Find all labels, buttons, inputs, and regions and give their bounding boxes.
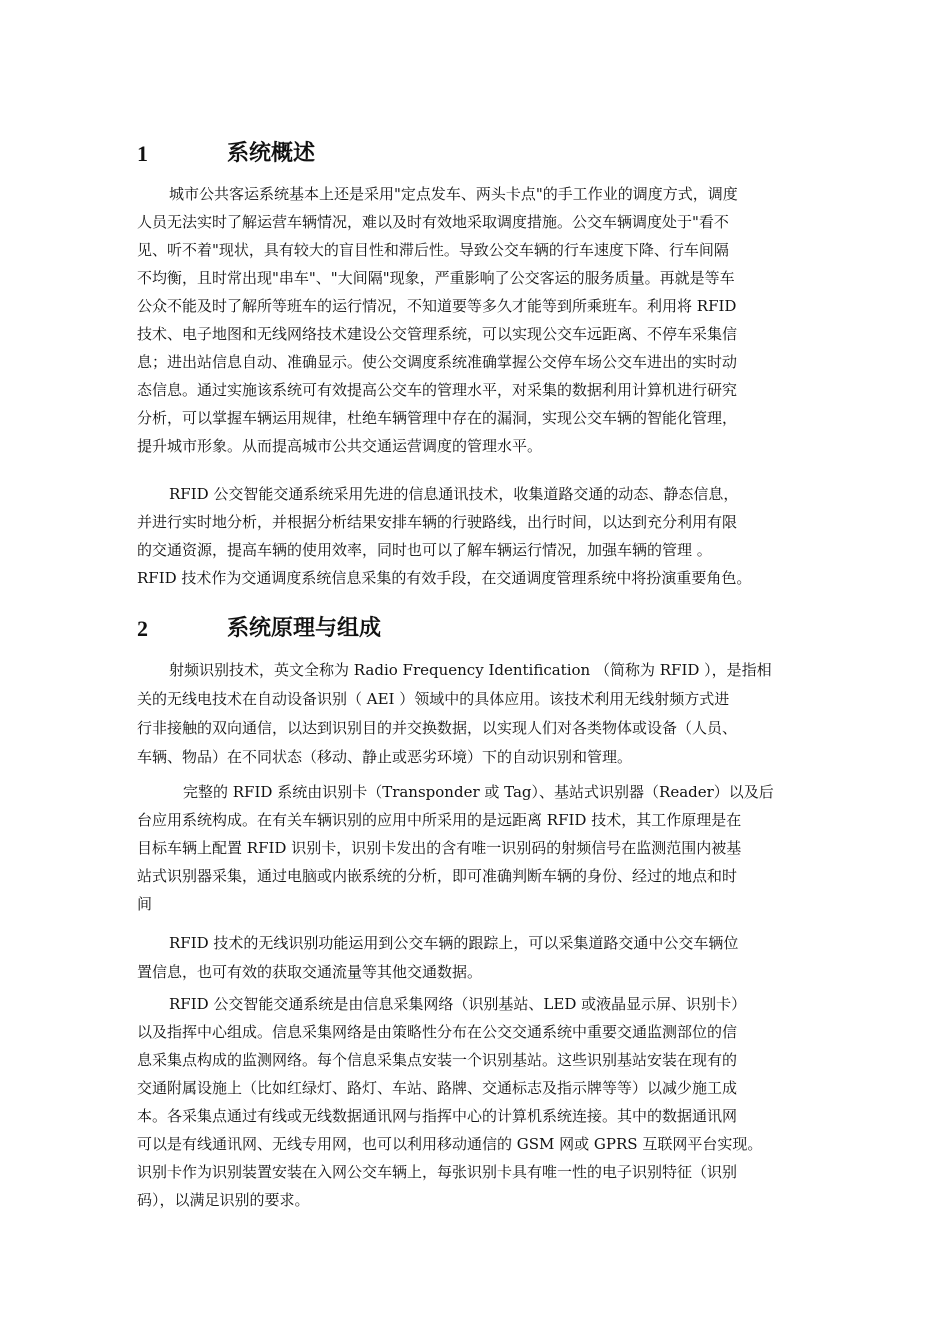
paragraph-line: 台应用系统构成。在有关车辆识别的应用中所采用的是远距离 RFID 技术，其工作原理是在 [137,811,742,829]
paragraph-line: 提升城市形象。从而提高城市公共交通运营调度的管理水平。 [137,437,543,455]
paragraph-line: 码），以满足识别的要求。 [137,1191,310,1209]
paragraph-line: 间 [137,895,153,913]
paragraph-line: 置信息，也可有效的获取交通流量等其他交通数据。 [137,963,483,981]
paragraph-line: 车辆、物品）在不同状态（移动、静止或恶劣环境）下的自动识别和管理。 [137,748,633,766]
paragraph-line: 分析，可以掌握车辆运用规律，杜绝车辆管理中存在的漏洞，实现公交车辆的智能化管理， [137,409,738,427]
paragraph-line: 完整的 RFID 系统由识别卡（Transponder 或 Tag）、基站式识别器（Reader）以及后 [183,783,774,801]
paragraph-line: 站式识别器采集，通过电脑或内嵌系统的分析，即可准确判断车辆的身份、经过的地点和时 [137,867,738,885]
paragraph-line: 的交通资源，提高车辆的使用效率，同时也可以了解车辆运行情况，加强车辆的管理 。 [137,541,712,559]
section-title: 系统原理与组成 [227,616,382,641]
paragraph-line: 公众不能及时了解所等班车的运行情况，不知道要等多久才能等到所乘班车。利用将 RFID [137,297,737,315]
section-title: 系统概述 [227,141,316,166]
paragraph-line: 识别卡作为识别装置安装在入网公交车辆上，每张识别卡具有唯一性的电子识别特征（识别 [137,1163,738,1181]
paragraph-line: 行非接触的双向通信，以达到识别目的并交换数据，以实现人们对各类物体或设备（人员、 [137,719,738,737]
paragraph-line: 见、听不着"现状，具有较大的盲目性和滞后性。导致公交车辆的行车速度下降、行车间隔 [137,241,729,259]
paragraph-line: 人员无法实时了解运营车辆情况，难以及时有效地采取调度措施。公交车辆调度处于"看不 [137,213,729,231]
paragraph-line: RFID 技术作为交通调度系统信息采集的有效手段，在交通调度管理系统中将扮演重要角色。 [137,569,752,587]
paragraph-line: 交通附属设施上（比如红绿灯、路灯、车站、路牌、交通标志及指示牌等等）以减少施工成 [137,1079,738,1097]
section-number: 2 [137,616,148,641]
paragraph-line: 不均衡，且时常出现"串车"、"大间隔"现象，严重影响了公交客运的服务质量。再就是等车 [137,269,735,287]
paragraph-line: 态信息。通过实施该系统可有效提高公交车的管理水平，对采集的数据利用计算机进行研究 [137,381,738,399]
paragraph-line: 息；进出站信息自动、准确显示。使公交调度系统准确掌握公交停车场公交车进出的实时动 [137,353,738,371]
paragraph-line: 城市公共客运系统基本上还是采用"定点发车、两头卡点"的手工作业的调度方式，调度 [169,185,738,203]
paragraph-line: RFID 技术的无线识别功能运用到公交车辆的跟踪上，可以采集道路交通中公交车辆位 [169,934,739,952]
paragraph-line: 息采集点构成的监测网络。每个信息采集点安装一个识别基站。这些识别基站安装在现有的 [137,1051,738,1069]
section-number: 1 [137,141,148,166]
paragraph-line: 射频识别技术，英文全称为 Radio Frequency Identification （简称为 RFID ），是指相 [169,661,772,679]
paragraph-line: 关的无线电技术在自动设备识别（ AEI ）领域中的具体应用。该技术利用无线射频方式进 [137,690,730,708]
paragraph-line: RFID 公交智能交通系统是由信息采集网络（识别基站、LED 或液晶显示屏、识别卡） [169,995,747,1013]
section-2-heading [137,612,837,646]
section-1-heading [137,137,837,171]
paragraph-line: 本。各采集点通过有线或无线数据通讯网与指挥中心的计算机系统连接。其中的数据通讯网 [137,1107,738,1125]
paragraph-line: RFID 公交智能交通系统采用先进的信息通讯技术，收集道路交通的动态、静态信息， [169,485,739,503]
paragraph-line: 可以是有线通讯网、无线专用网，也可以利用移动通信的 GSM 网或 GPRS 互联网平台实现。 [137,1135,763,1153]
paragraph-line: 目标车辆上配置 RFID 识别卡，识别卡发出的含有唯一识别码的射频信号在监测范围内被基 [137,839,742,857]
paragraph-line: 技术、电子地图和无线网络技术建设公交管理系统，可以实现公交车远距离、不停车采集信 [137,325,738,343]
paragraph-line: 以及指挥中心组成。信息采集网络是由策略性分布在公交交通系统中重要交通监测部位的信 [137,1023,738,1041]
paragraph-line: 并进行实时地分析，并根据分析结果安排车辆的行驶路线，出行时间，以达到充分利用有限 [137,513,738,531]
